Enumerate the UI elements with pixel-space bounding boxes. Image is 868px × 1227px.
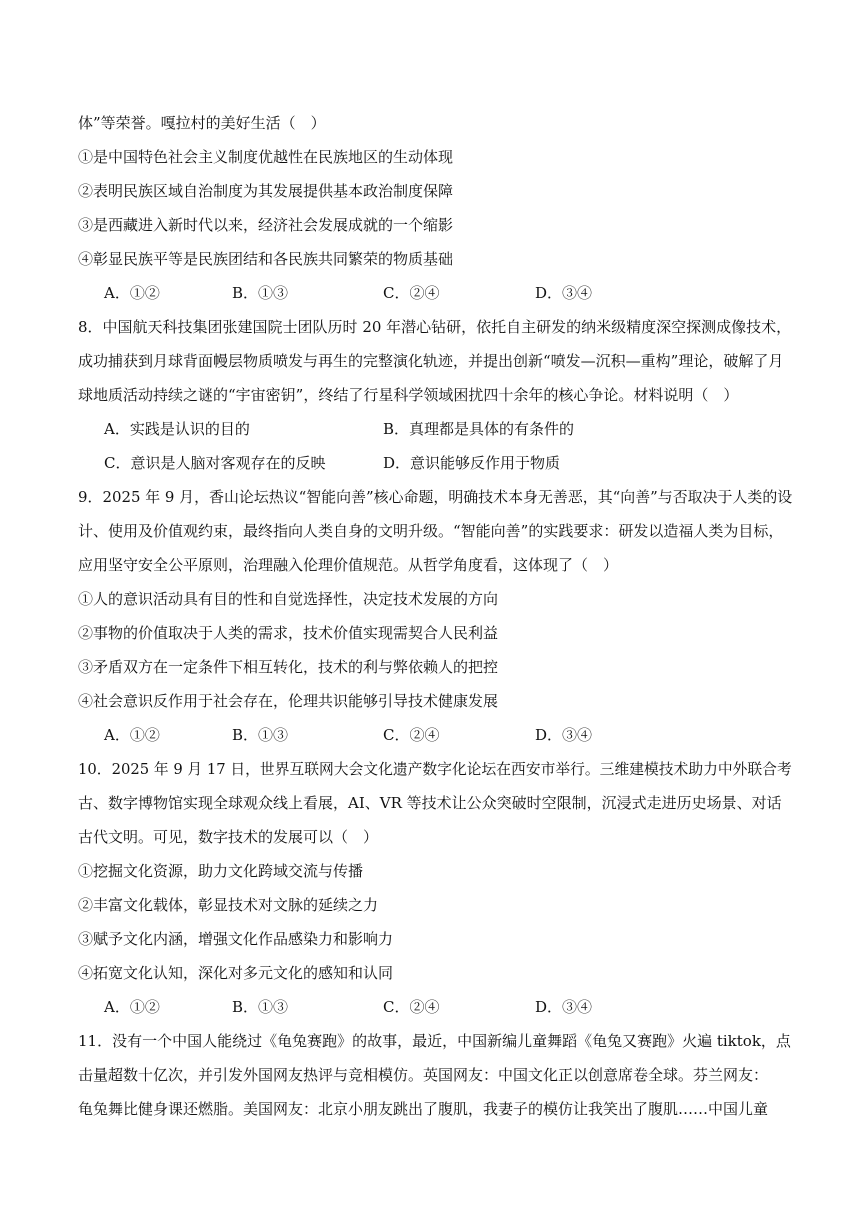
- q7-statement-3: ③是西藏进入新时代以来，经济社会发展成就的一个缩影: [78, 216, 454, 234]
- q10-statement-4: ④拓宽文化认知，深化对多元文化的感知和认同: [78, 964, 394, 982]
- q7-option-a: A．①②: [104, 284, 160, 302]
- q7-option-d: D．③④: [535, 284, 593, 302]
- q10-option-a: A．①②: [104, 998, 160, 1016]
- q10-option-b: B．①③: [232, 998, 289, 1016]
- q9-statement-4: ④社会意识反作用于社会存在，伦理共识能够引导技术健康发展: [78, 692, 499, 710]
- q9-stem-line-2: 计、使用及价值观约束，最终指向人类自身的文明升级。“智能向善”的实践要求：研发以造福人类为目标，: [78, 522, 784, 540]
- q9-option-c: C．②④: [383, 726, 440, 744]
- q9-option-a: A．①②: [104, 726, 160, 744]
- q11-stem-line-2: 击量超数十亿次，并引发外国网友热评与竞相模仿。英国网友：中国文化正以创意席卷全球。芬兰网友：: [78, 1066, 769, 1084]
- q8-option-c: C．意识是人脑对客观存在的反映: [104, 454, 326, 472]
- q7-statement-2: ②表明民族区域自治制度为其发展提供基本政治制度保障: [78, 182, 454, 200]
- q8-stem-line-3: 球地质活动持续之谜的“宇宙密钥”，终结了行星科学领域困扰四十余年的核心争论。材料说明（ ）: [78, 386, 739, 404]
- q11-stem-line-3: 龟兔舞比健身课还燃脂。美国网友：北京小朋友跳出了腹肌，我妻子的模仿让我笑出了腹肌……中国儿童: [78, 1100, 769, 1118]
- q10-statement-1: ①挖掘文化资源，助力文化跨域交流与传播: [78, 862, 364, 880]
- q10-stem-line-3: 古代文明。可见，数字技术的发展可以（ ）: [78, 828, 379, 846]
- q7-statement-1: ①是中国特色社会主义制度优越性在民族地区的生动体现: [78, 148, 454, 166]
- q7-stem-tail: 体”等荣誉。嘎拉村的美好生活（ ）: [78, 114, 326, 132]
- q8-option-a: A．实践是认识的目的: [104, 420, 250, 438]
- q7-statement-4: ④彰显民族平等是民族团结和各民族共同繁荣的物质基础: [78, 250, 454, 268]
- q11-stem-line-1: 11．没有一个中国人能绕过《龟兔赛跑》的故事，最近，中国新编儿童舞蹈《龟兔又赛跑》火遍 tiktok，点: [78, 1032, 791, 1050]
- q10-stem-line-2: 古、数字博物馆实现全球观众线上看展，AI、VR 等技术让公众突破时空限制，沉浸式走进历史场景、对话: [78, 794, 782, 812]
- q9-option-d: D．③④: [535, 726, 593, 744]
- q7-option-c: C．②④: [383, 284, 440, 302]
- q9-statement-2: ②事物的价值取决于人类的需求，技术价值实现需契合人民利益: [78, 624, 499, 642]
- q9-stem-line-3: 应用坚守安全公平原则，治理融入伦理价值规范。从哲学角度看，这体现了（ ）: [78, 556, 619, 574]
- q8-option-b: B．真理都是具体的有条件的: [383, 420, 575, 438]
- q10-option-d: D．③④: [535, 998, 593, 1016]
- q10-statement-3: ③赋予文化内涵，增强文化作品感染力和影响力: [78, 930, 394, 948]
- q7-option-b: B．①③: [232, 284, 289, 302]
- q9-statement-1: ①人的意识活动具有目的性和自觉选择性，决定技术发展的方向: [78, 590, 499, 608]
- q9-option-b: B．①③: [232, 726, 289, 744]
- q8-stem-line-1: 8．中国航天科技集团张建国院士团队历时 20 年潜心钻研，依托自主研发的纳米级精度深空探测成像技术，: [78, 318, 792, 336]
- q9-statement-3: ③矛盾双方在一定条件下相互转化，技术的利与弊依赖人的把控: [78, 658, 499, 676]
- q10-option-c: C．②④: [383, 998, 440, 1016]
- q8-option-d: D．意识能够反作用于物质: [383, 454, 561, 472]
- q10-statement-2: ②丰富文化载体，彰显技术对文脉的延续之力: [78, 896, 379, 914]
- q9-stem-line-1: 9．2025 年 9 月，香山论坛热议“智能向善”核心命题，明确技术本身无善恶，其“向善”与否取决于人类的设: [78, 488, 793, 506]
- q8-stem-line-2: 成功捕获到月球背面幔层物质喷发与再生的完整演化轨迹，并提出创新“喷发—沉积—重构”理论，破解了月: [78, 352, 784, 370]
- q10-stem-line-1: 10．2025 年 9 月 17 日，世界互联网大会文化遗产数字化论坛在西安市举行。三维建模技术助力中外联合考: [78, 760, 792, 778]
